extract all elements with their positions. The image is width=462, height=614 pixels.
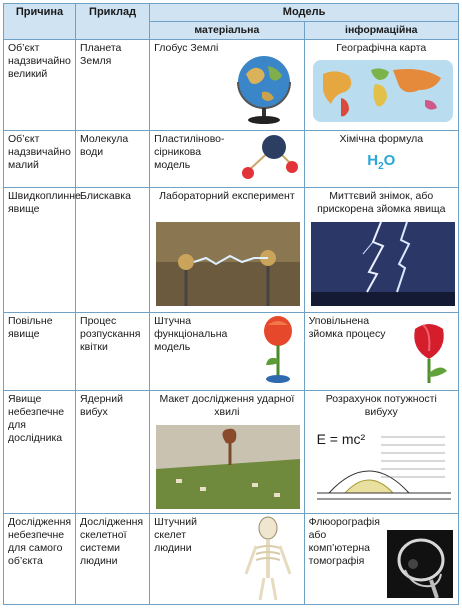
example-cell: Блискавка [76,188,150,313]
material-label: Глобус Землі [154,42,219,54]
energy-formula: E = mc² [316,431,366,447]
reason-cell: Об’єкт надзвичайно малий [4,131,76,188]
info-cell [304,131,458,188]
header-reason: Причина [4,4,76,40]
header-material: матеріальна [150,22,304,40]
table-row [4,313,459,391]
header-example: Приклад [76,4,150,40]
shockwave-model-image [156,425,300,509]
info-cell [304,391,458,514]
info-label: Уповільнена зйомка процесу [308,315,386,340]
models-table [3,3,459,611]
header-model: Модель [150,4,459,22]
material-label: Штучна функціональна модель [154,315,228,353]
info-cell [304,313,458,391]
reason-cell: Повільне явище [4,313,76,391]
example-cell: Ядерний вибух [76,391,150,514]
table-row [4,391,459,514]
material-cell [150,131,304,188]
reason-cell: Дослідження небезпечне для самого об’єкта [4,514,76,605]
reason-cell: Швидкоплинне явище [4,188,76,313]
example-cell: Молекула води [76,131,150,188]
material-cell [150,391,304,514]
info-label: Флюорографія або комп’ютерна томографія [308,516,380,567]
header-informational: інформаційна [304,22,458,40]
info-cell [304,188,458,313]
material-cell [150,40,304,131]
info-cell [304,514,458,605]
molecule-image [236,133,300,183]
lightning-photo [311,222,455,306]
table-row [4,131,459,188]
table-row [4,40,459,131]
explosion-calculation-diagram [311,427,455,509]
material-cell [150,514,304,605]
material-cell [150,188,304,313]
world-map-image [313,60,453,122]
lab-experiment-image [156,222,300,306]
info-cell [304,40,458,131]
info-label: Миттєвий знімок, або прискорена зйомка явища [317,190,446,215]
material-label: Штучний скелет людини [154,516,197,554]
chemical-formula: $H_2O$ [367,152,396,172]
xray-skull-image [387,530,453,598]
example-cell: Планета Земля [76,40,150,131]
material-label: Лабораторний експеримент [159,190,295,202]
reason-cell: Явище небезпечне для дослідника [4,391,76,514]
reason-cell: Об’єкт надзвичайно великий [4,40,76,131]
table-row [4,514,459,605]
info-label: Розрахунок потужності вибуху [325,393,437,418]
table-row [4,188,459,313]
tulip-photo [405,319,453,383]
artificial-flower-image [258,315,298,385]
example-cell: Процес розпускання квітки [76,313,150,391]
info-label: Хімічна формула [339,133,424,145]
skeleton-image [238,516,298,600]
material-cell [150,313,304,391]
example-cell: Дослідження скелетної системи людини [76,514,150,605]
material-label: Пластиліново-сірникова модель [154,133,225,171]
header-row [4,4,459,22]
info-label: Географічна карта [336,42,427,54]
material-label: Макет дослідження ударної хвилі [159,393,295,418]
globe-image [232,52,298,126]
